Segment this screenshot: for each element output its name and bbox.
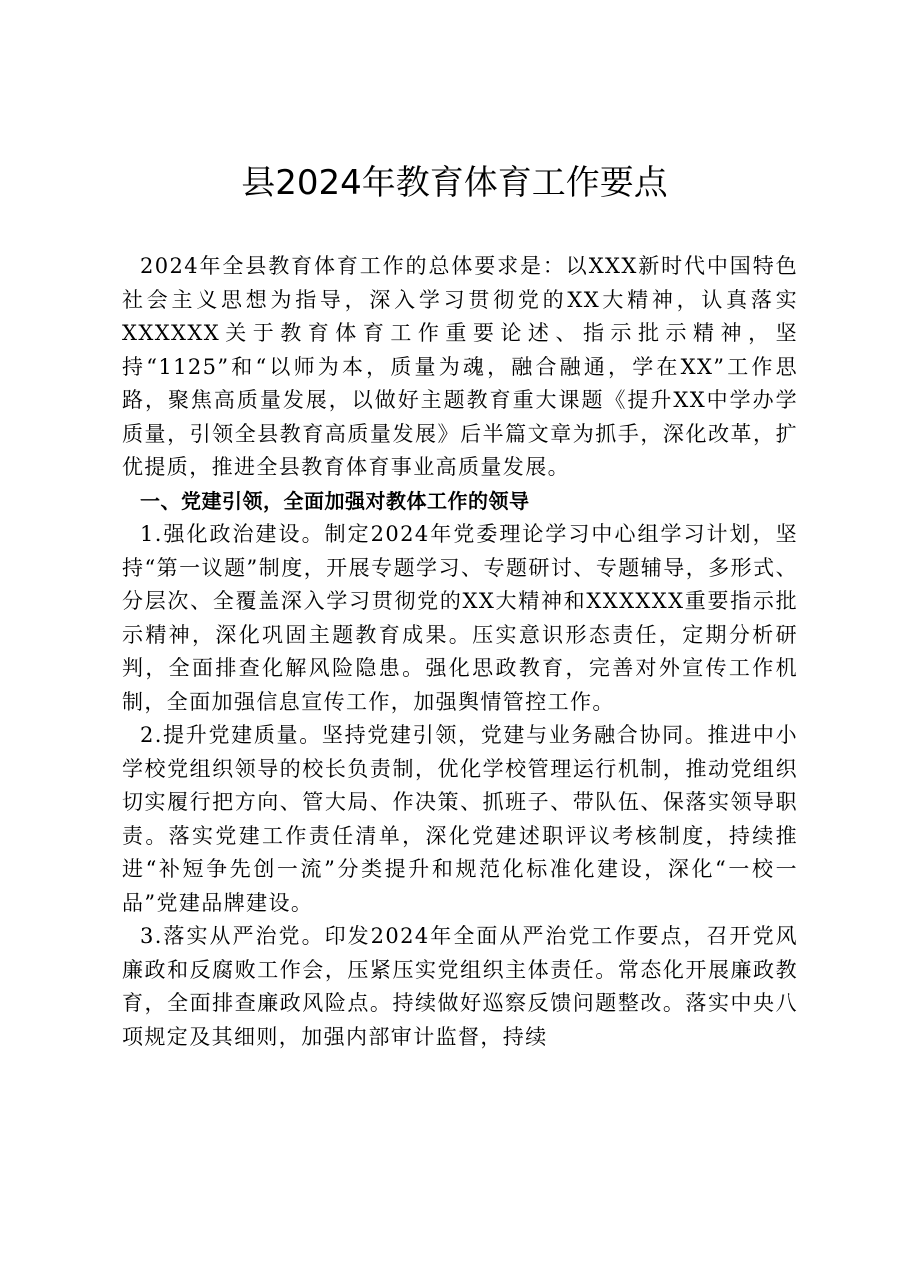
document-body — [122, 250, 798, 1054]
item-paragraph-1: 1.强化政治建设。制定2024年党委理论学习中心组学习计划，坚持“第一议题”制度，开展专题学习、专题研讨、专题辅导，多形式、分层次、全覆盖深入学习贯彻党的XX大精神和XXXXXX重要指示批示精神，深化巩固主题教育成果。压实意识形态责任，定期分析研判，全面排查化解风险隐患。强化思政教育，完善对外宣传工作机制，全面加强信息宣传工作，加强舆情管控工作。 — [122, 522, 798, 714]
intro-paragraph: 2024年全县教育体育工作的总体要求是：以XXX新时代中国特色社会主义思想为指导，深入学习贯彻党的XX大精神，认真落实XXXXXX关于教育体育工作重要论述、指示批示精神，坚持“1125”和“以师为本，质量为魂，融合融通，学在XX”工作思路，聚焦高质量发展，以做好主题教育重大课题《提升XX中学办学质量，引领全县教育高质量发展》后半篇文章为抓手，深化改革，扩优提质，推进全县教育体育事业高质量发展。 — [122, 254, 798, 479]
item-paragraph-3: 3.落实从严治党。印发2024年全面从严治党工作要点，召开党风廉政和反腐败工作会，压紧压实党组织主体责任。常态化开展廉政教育，全面排查廉政风险点。持续做好巡察反馈问题整改。落实中央八项规定及其细则，加强内部审计监督，持续 — [122, 924, 798, 1049]
document-title: 县2024年教育体育工作要点 — [241, 163, 668, 203]
item-paragraph-2: 2.提升党建质量。坚持党建引领，党建与业务融合协同。推进中小学校党组织领导的校长负责制，优化学校管理运行机制，推动党组织切实履行把方向、管大局、作决策、抓班子、带队伍、保落实领导职责。落实党建工作责任清单，深化党建述职评议考核制度，持续推进“补短争先创一流”分类提升和规范化标准化建设，深化“一校一品”党建品牌建设。 — [122, 723, 798, 915]
section-heading: 一、党建引领，全面加强对教体工作的领导 — [140, 488, 530, 513]
